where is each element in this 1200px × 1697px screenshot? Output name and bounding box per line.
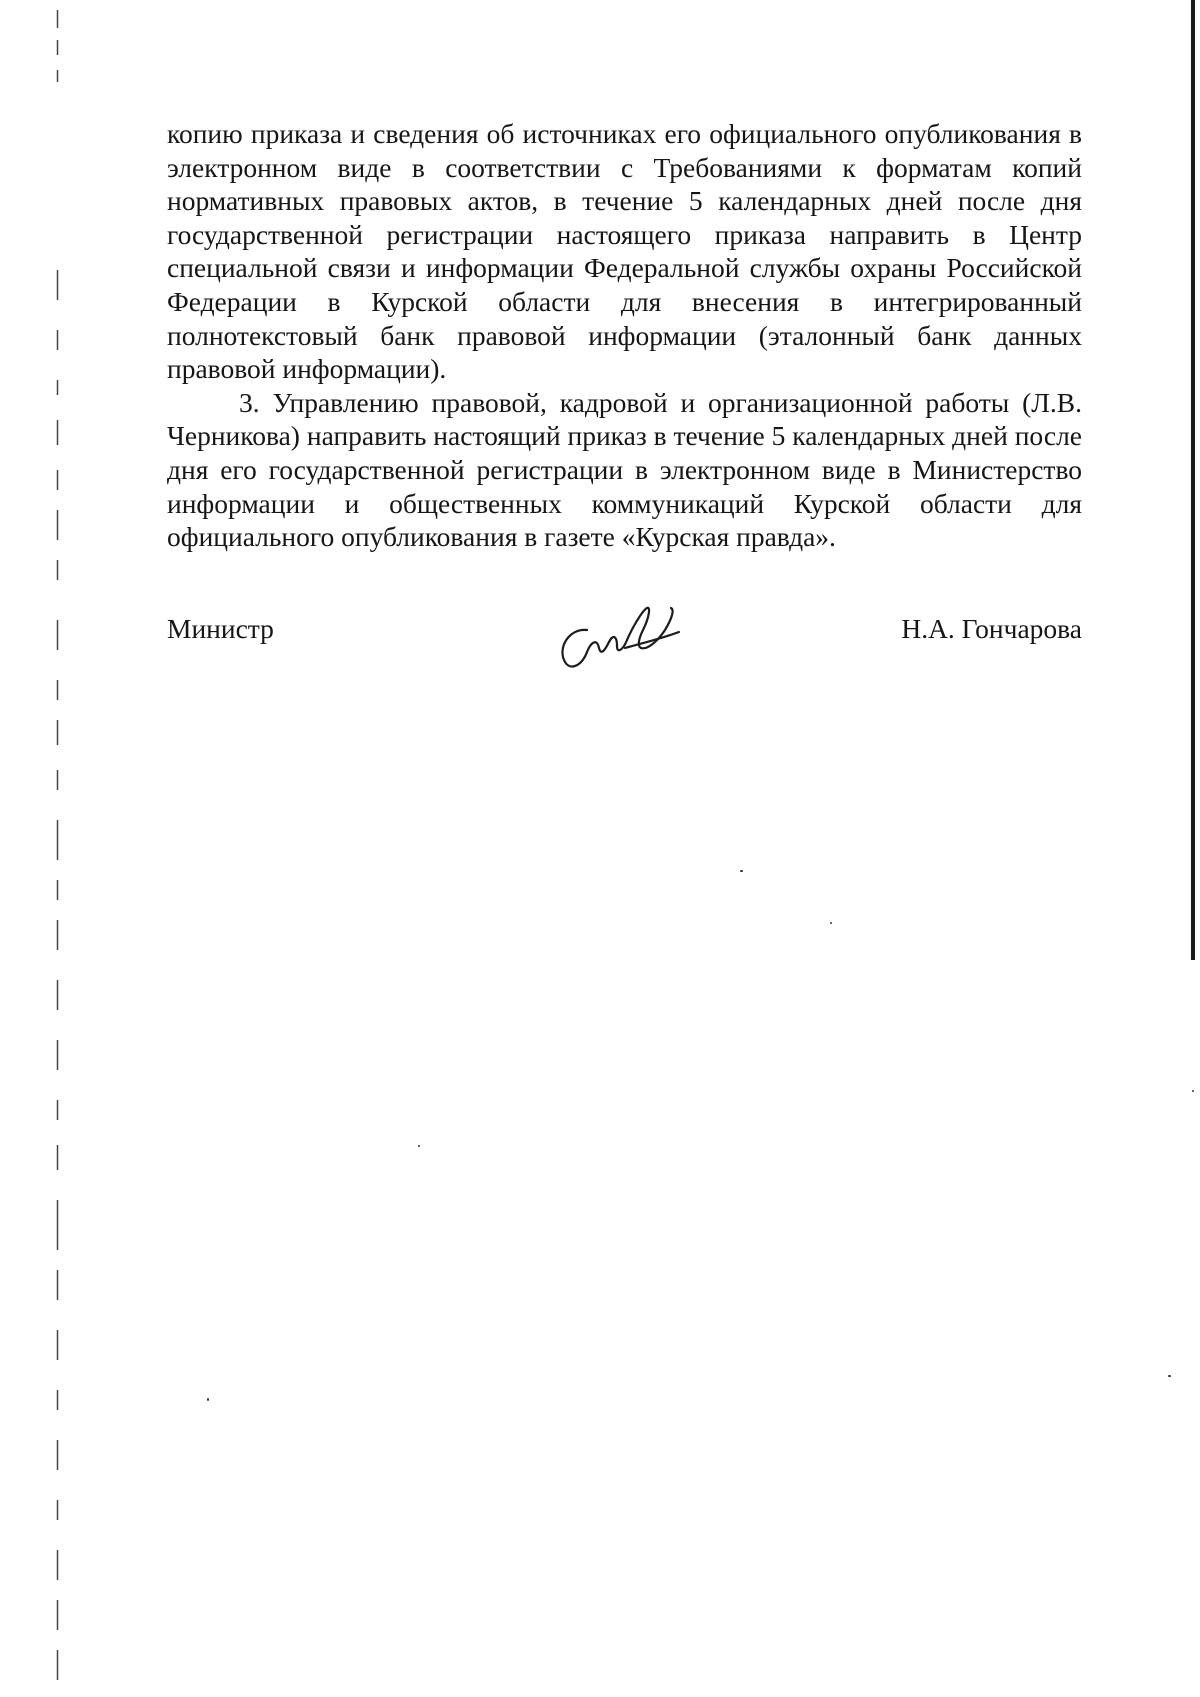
paragraph-continuation: копию приказа и сведения об источниках его официального опубликования в электронном виде в соответствии с Требованиями к форматам копий нормативных правовых актов, в течение 5 календарных дней после дня государственной регистрации настоящего приказа направить в Центр специальной связи и информации Федеральной службы охраны Российской Федерации в Курской области для внесения в интегрированный полнотекстовый банк правовой информации (эталонный банк данных правовой информации). <box>167 118 1082 385</box>
scan-speck <box>1168 1375 1171 1377</box>
handwritten-signature <box>547 590 697 690</box>
scan-speck <box>207 1398 209 1401</box>
paragraph-3: 3. Управлению правовой, кадровой и организационной работы (Л.В. Черникова) направить настоящий приказ в течение 5 календарных дней после дня его государственной регистрации в электронном виде в Министерство информации и общественных коммуникаций Курской области для официального опубликования в газете «Курская правда». <box>167 386 1082 553</box>
scan-edge-line <box>1191 0 1195 960</box>
scan-speck <box>740 870 743 872</box>
document-body <box>167 117 1082 554</box>
scan-speck <box>830 922 832 924</box>
signature-block <box>167 612 1082 692</box>
scan-speck <box>1192 1090 1194 1092</box>
scan-speck <box>418 1145 420 1147</box>
signatory-title: Министр <box>167 613 274 644</box>
signatory-name: Н.А. Гончарова <box>901 613 1082 644</box>
scan-binding-marks <box>56 0 59 1697</box>
